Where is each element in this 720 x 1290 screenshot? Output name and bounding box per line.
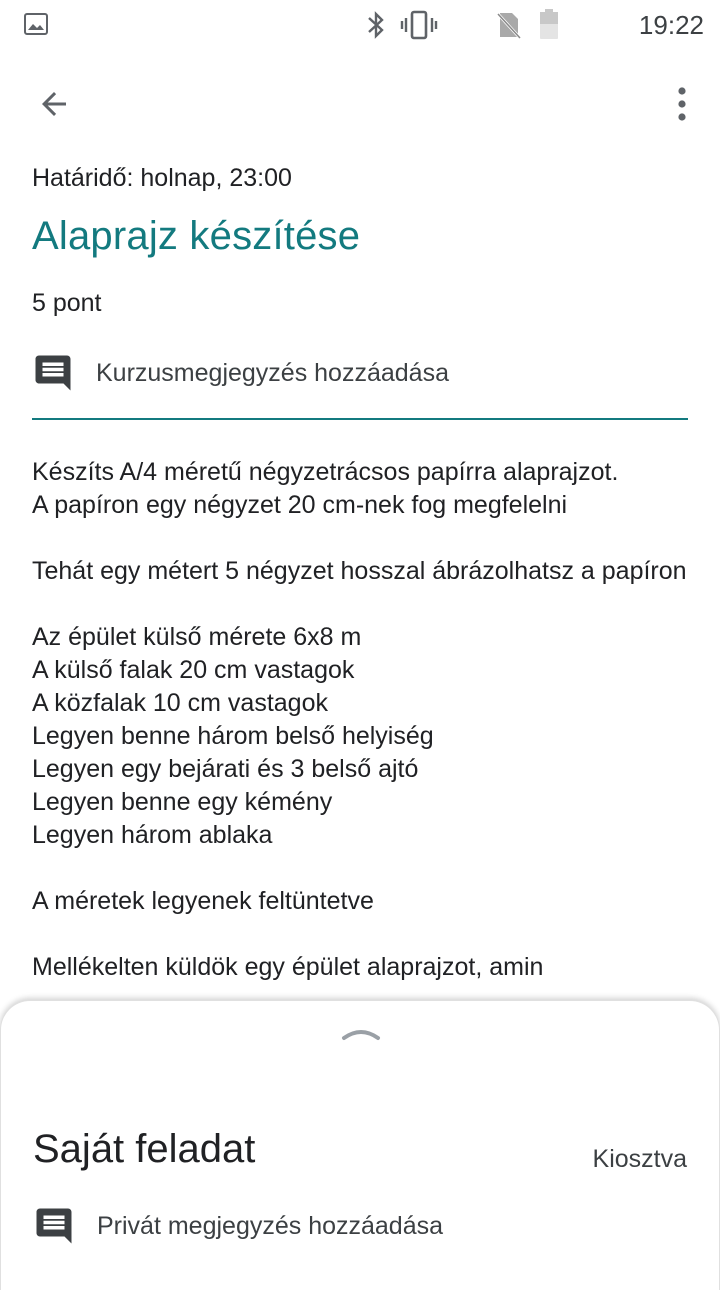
- add-private-comment-button[interactable]: [33, 1199, 689, 1253]
- bluetooth-icon: [366, 10, 386, 40]
- expand-handle-icon[interactable]: [341, 1021, 381, 1045]
- description-line: Legyen benne három belső helyiség: [32, 722, 434, 750]
- vibrate-icon: [400, 10, 438, 40]
- arrow-back-icon: [36, 86, 72, 122]
- private-comment-label: Privát megjegyzés hozzáadása: [97, 1211, 444, 1240]
- status-badge: Kiosztva: [592, 1145, 687, 1173]
- description-line: Tehát egy métert 5 négyzet hosszal ábrázolhatsz a papíron: [32, 557, 687, 585]
- clock: 19:22: [638, 10, 704, 40]
- description-line: Mellékelten küldök egy épület alaprajzot, amin: [32, 953, 544, 981]
- description-line: Legyen egy bejárati és 3 belső ajtó: [32, 755, 419, 783]
- assignment-title: Alaprajz készítése: [32, 214, 361, 258]
- assignment-points: 5 pont: [32, 289, 102, 317]
- assignment-description: [32, 456, 702, 1002]
- battery-icon: [538, 8, 560, 40]
- description-line: A papíron egy négyzet 20 cm-nek fog megfelelni: [32, 491, 568, 519]
- description-line: Legyen három ablaka: [32, 821, 273, 849]
- description-line: Készíts A/4 méretű négyzetrácsos papírra alaprajzot.: [32, 458, 619, 486]
- comment-icon: [32, 352, 74, 394]
- your-work-title: Saját feladat: [33, 1127, 256, 1171]
- description-line: A külső falak 20 cm vastagok: [32, 656, 355, 684]
- app-bar: [0, 64, 720, 144]
- description-line: A méretek legyenek feltüntetve: [32, 887, 374, 915]
- due-date: Határidő: holnap, 23:00: [32, 164, 292, 192]
- description-line: Az épület külső mérete 6x8 m: [32, 623, 362, 651]
- add-class-comment-button[interactable]: [32, 346, 688, 400]
- more-vert-icon: [676, 86, 688, 122]
- image-icon: [24, 13, 48, 35]
- description-line: Legyen benne egy kémény: [32, 788, 333, 816]
- status-bar: [0, 0, 720, 50]
- divider: [32, 418, 688, 420]
- comment-icon: [33, 1205, 75, 1247]
- description-line: A közfalak 10 cm vastagok: [32, 689, 328, 717]
- your-work-sheet[interactable]: [0, 1000, 720, 1290]
- more-options-button[interactable]: [664, 80, 700, 128]
- class-comment-label: Kurzusmegjegyzés hozzáadása: [96, 358, 449, 387]
- no-sim-icon: [496, 10, 522, 40]
- back-button[interactable]: [20, 80, 92, 128]
